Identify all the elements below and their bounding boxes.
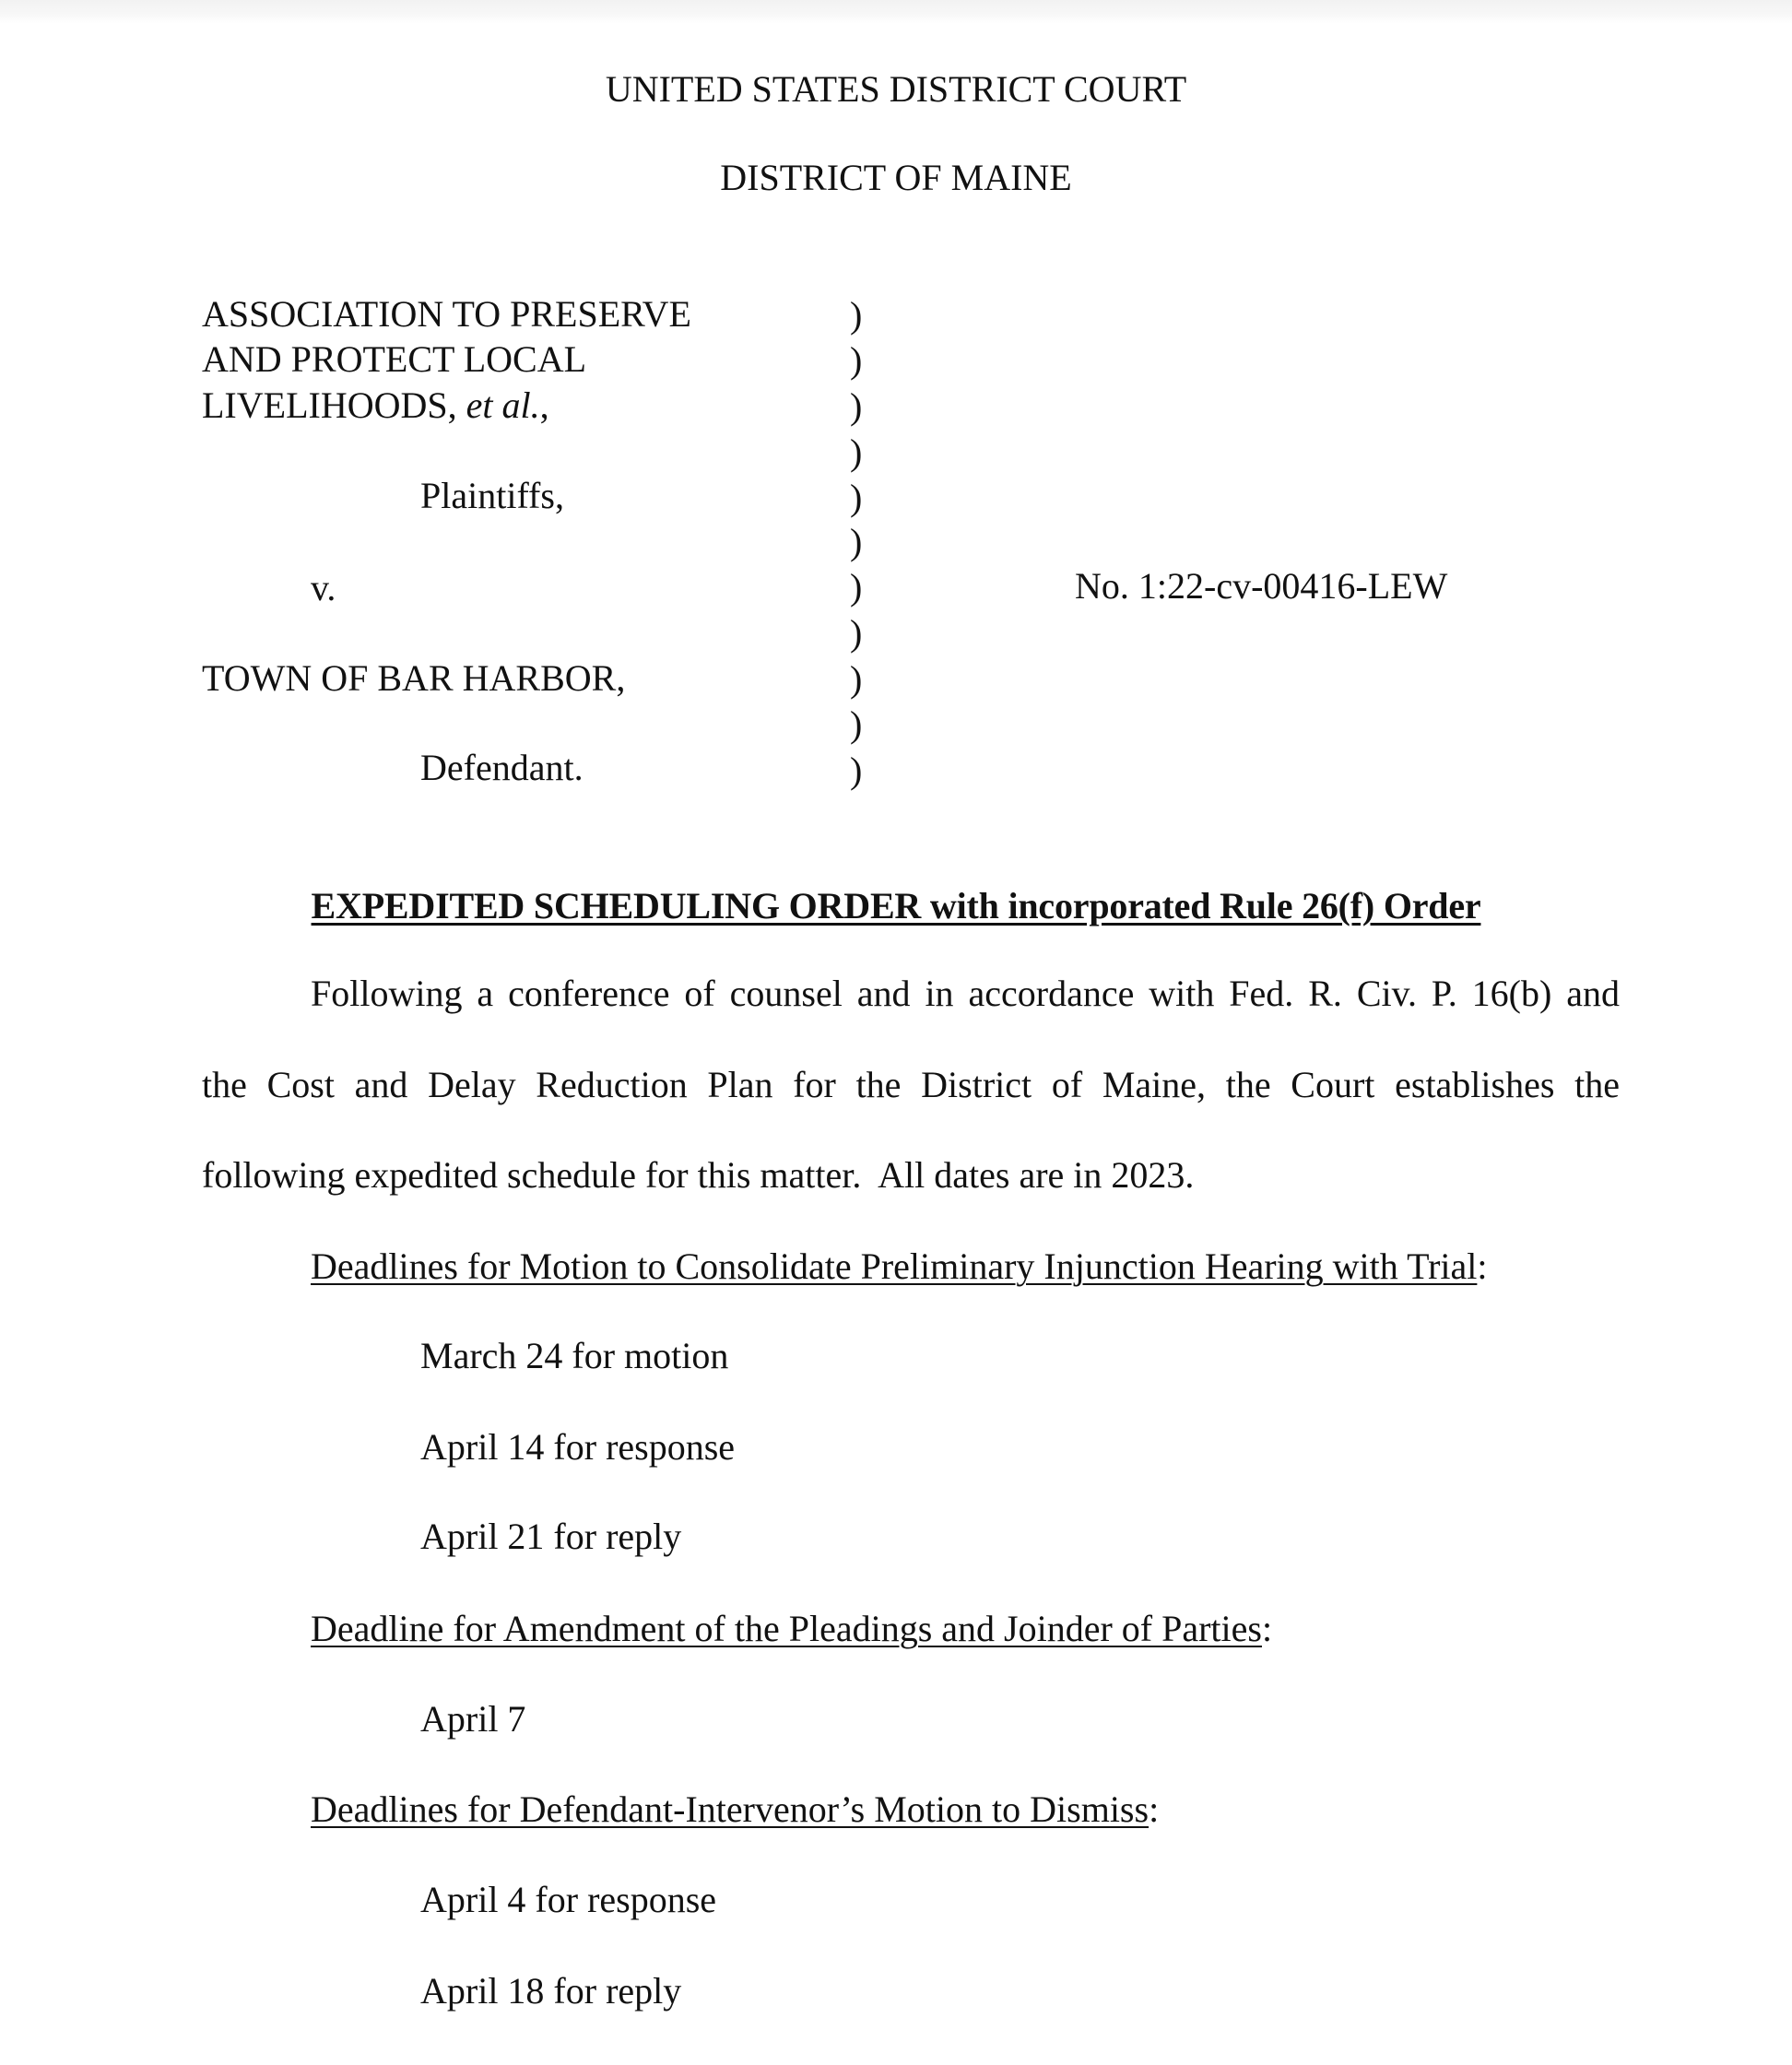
caption-paren: )	[850, 477, 863, 518]
court-district: DISTRICT OF MAINE	[720, 157, 1072, 198]
versus-label: v.	[311, 567, 336, 608]
plaintiff-name-line-1: ASSOCIATION TO PRESERVE	[202, 293, 691, 335]
case-number: No. 1:22-cv-00416-LEW	[1075, 565, 1448, 607]
section-heading-colon: :	[1261, 1608, 1273, 1649]
section-heading-colon: :	[1149, 1788, 1160, 1830]
et-al-italic: et al.	[466, 384, 540, 426]
plaintiff-role: Plaintiffs,	[420, 475, 564, 516]
caption-paren: )	[850, 703, 863, 745]
section-heading	[311, 1245, 1488, 1289]
caption-paren: )	[850, 566, 863, 608]
caption-paren: )	[850, 658, 863, 700]
deadline-item: March 24 for motion	[420, 1335, 729, 1376]
court-name: UNITED STATES DISTRICT COURT	[605, 68, 1187, 110]
section-heading	[311, 1607, 1272, 1651]
section-heading-text: Deadlines for Motion to Consolidate Preliminary Injunction Hearing with Trial	[311, 1245, 1478, 1287]
caption-paren: )	[850, 749, 863, 791]
order-title	[0, 884, 1792, 928]
plaintiff-name-tail: LIVELIHOODS,	[202, 384, 466, 426]
deadline-item: April 18 for reply	[420, 1970, 682, 2012]
caption-paren: )	[850, 612, 863, 654]
defendant-name: TOWN OF BAR HARBOR,	[202, 657, 626, 699]
deadline-item: April 14 for response	[420, 1426, 736, 1468]
section-heading-colon: :	[1477, 1245, 1488, 1287]
deadline-item: April 21 for reply	[420, 1516, 682, 1557]
section-heading	[311, 1788, 1159, 1832]
section-heading-text: Deadline for Amendment of the Pleadings and Joinder of Parties	[311, 1608, 1262, 1649]
intro-line-3: following expedited schedule for this matter. All dates are in 2023.	[202, 1154, 1195, 1196]
deadline-item: April 4 for response	[420, 1879, 717, 1920]
section-heading-text: Deadlines for Defendant-Intervenor’s Motion to Dismiss	[311, 1788, 1149, 1830]
caption-paren: )	[850, 385, 863, 427]
plaintiff-name-line-3	[202, 384, 549, 428]
caption-paren: )	[850, 294, 863, 336]
caption-paren: )	[850, 431, 863, 473]
defendant-role: Defendant.	[420, 747, 584, 788]
order-title-text: EXPEDITED SCHEDULING ORDER with incorporated Rule 26(f) Order	[311, 885, 1481, 926]
caption-paren: )	[850, 521, 863, 562]
et-al-comma: ,	[539, 384, 549, 426]
plaintiff-name-line-2: AND PROTECT LOCAL	[202, 338, 587, 380]
caption-paren: )	[850, 339, 863, 381]
deadline-item: April 7	[420, 1698, 526, 1740]
intro-line-1: Following a conference of counsel and in accordance with Fed. R. Civ. P. 16(b) and	[311, 973, 1620, 1014]
page-top-shadow	[0, 0, 1792, 24]
intro-line-2: the Cost and Delay Reduction Plan for the District of Maine, the Court establishes the	[202, 1064, 1620, 1105]
